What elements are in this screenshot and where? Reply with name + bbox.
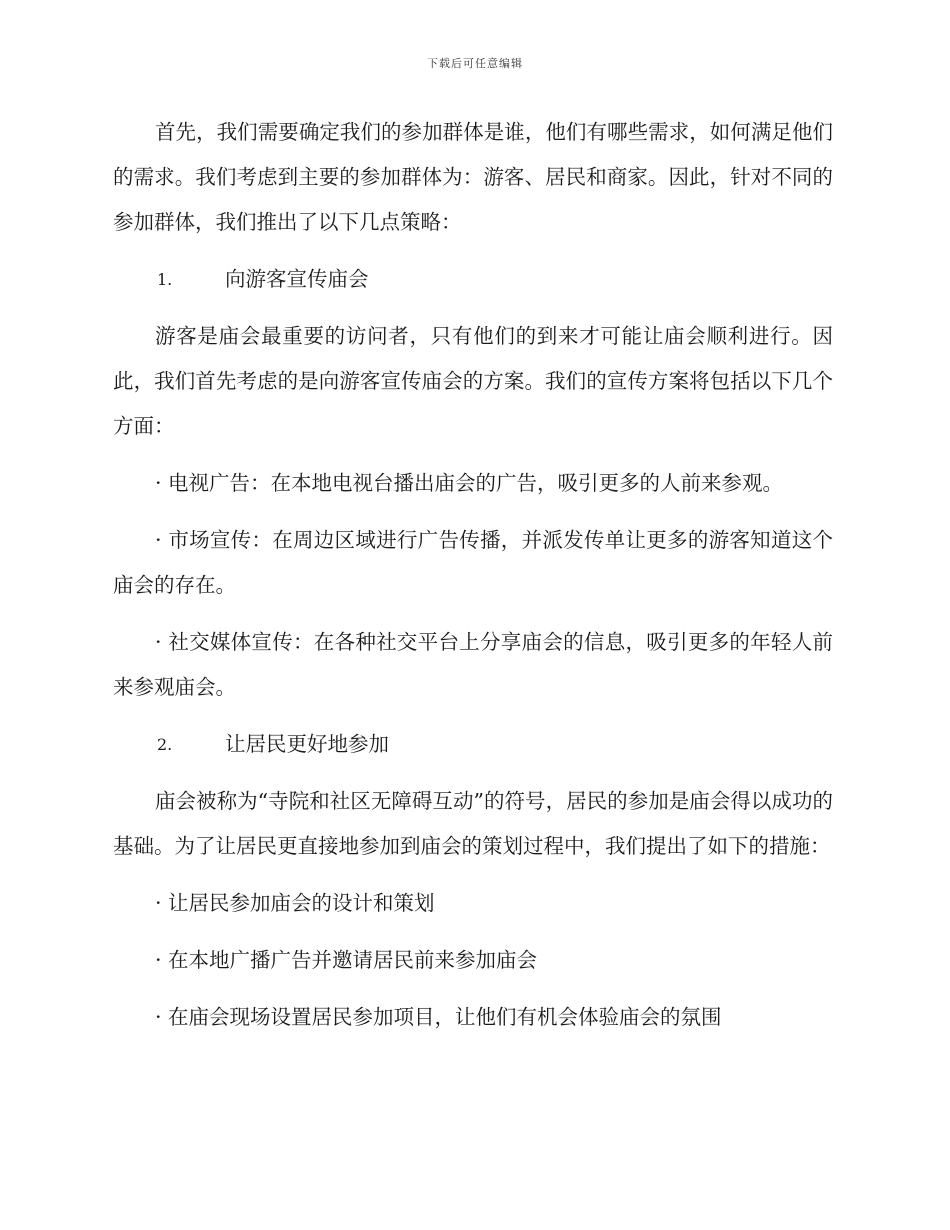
residents-paragraph: 庙会被称为“寺院和社区无障碍互动”的符号，居民的参加是庙会得以成功的基础。为了让居民更直接地参加到庙会的策划过程中，我们提出了如下的措施： [113, 789, 833, 858]
document-body [113, 110, 833, 1052]
bullet-item-onsite: · 在庙会现场设置居民参加项目，让他们有机会体验庙会的氛围 [155, 1005, 722, 1029]
bullet-item-market-promo: · 市场宣传：在周边区域进行广告传播，并派发传单让更多的游客知道这个庙会的存在。 [113, 528, 833, 597]
bullet-item-social-media: · 社交媒体宣传：在各种社交平台上分享庙会的信息，吸引更多的年轻人前来参观庙会。 [113, 630, 833, 699]
section-heading-1 [113, 257, 833, 302]
bullet-item-tv-ad: · 电视广告：在本地电视台播出庙会的广告，吸引更多的人前来参观。 [155, 471, 784, 495]
section-number: 1. [157, 270, 173, 289]
section-number: 2. [157, 735, 173, 754]
section-title: 向游客宣传庙会 [225, 267, 369, 291]
bullet-item-design: · 让居民参加庙会的设计和策划 [155, 891, 435, 915]
header-note: 下载后可任意编辑 [427, 57, 523, 70]
section-heading-2 [113, 722, 833, 767]
visitors-paragraph: 游客是庙会最重要的访问者，只有他们的到来才可能让庙会顺利进行。因此，我们首先考虑的是向游客宣传庙会的方案。我们的宣传方案将包括以下几个方面： [113, 324, 833, 438]
intro-paragraph: 首先，我们需要确定我们的参加群体是谁，他们有哪些需求，如何满足他们的需求。我们考虑到主要的参加群体为：游客、居民和商家。因此，针对不同的参加群体，我们推出了以下几点策略： [113, 120, 833, 234]
bullet-item-broadcast: · 在本地广播广告并邀请居民前来参加庙会 [155, 948, 538, 972]
section-title: 让居民更好地参加 [225, 732, 389, 756]
